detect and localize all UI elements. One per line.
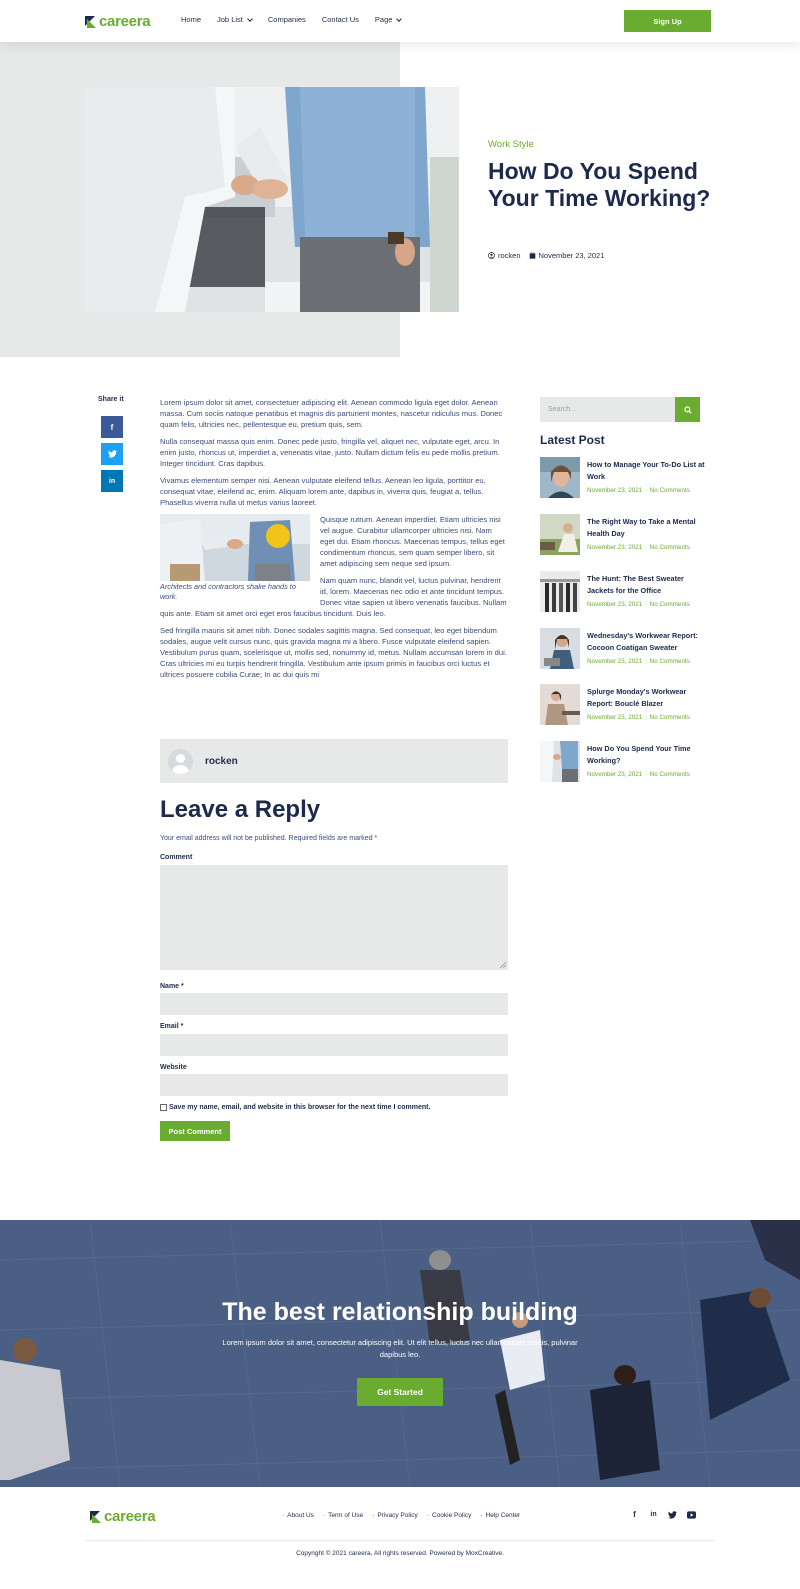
post-item-comments: No Comments [649,487,690,494]
latest-post-title: Latest Post [540,433,605,447]
logo-text: careera [99,13,151,30]
author-box [160,739,508,783]
copyright: Copyright © 2021 careera, All rights reserved. Powered by MoxCreative. [296,1550,504,1557]
reply-title: Leave a Reply [160,796,321,823]
post-item-meta: November 23, 2021 · No Comments [587,714,690,721]
post-item-date: November 23, 2021 [587,544,643,551]
calendar-icon [529,252,536,259]
facebook-icon[interactable]: f [633,1510,636,1519]
share-label: Share it [98,396,124,403]
post-title: How Do You Spend Your Time Working? [488,158,711,211]
nav-label: Page [374,15,393,24]
comment-textarea[interactable] [160,865,508,970]
post-item-comments: No Comments [649,714,690,721]
reply-note: Your email address will not be published. Required fields are marked * [160,835,378,842]
website-label: Website [160,1064,187,1071]
post-item-date: November 23, 2021 [587,714,643,721]
post-thumbnail [540,457,580,498]
latest-post-item[interactable] [540,684,705,726]
figure-image [160,514,310,581]
twitter-icon [108,450,117,458]
nav-label: Job List [217,15,243,24]
footer-link-about-us[interactable]: · About Us [282,1512,314,1519]
nav-label: Contact Us [321,15,359,24]
website-field[interactable] [160,1074,508,1096]
comment-label: Comment [160,854,193,861]
date-text: November 23, 2021 [538,251,605,260]
name-label: Name * [160,983,184,990]
email-field[interactable] [160,1034,508,1056]
article-paragraph: Nam quam nunc, blandit vel, luctus pulvinar, hendrerit id, lorem. Maecenas nec odio et ante tincidunt tempus. Donec vitae sapien ut libero venenatis faucibus. Nullam quis ante. Etiam sit amet orci eget eros faucibus tincidunt. Duis leo. [160,576,507,618]
post-item-meta: November 23, 2021 · No Comments [587,544,690,551]
nav-companies[interactable] [268,15,306,24]
search-icon [684,406,692,414]
facebook-icon: f [110,422,114,432]
post-item-comments: No Comments [649,658,690,665]
post-item-comments: No Comments [649,544,690,551]
post-item-date: November 23, 2021 [587,771,643,778]
latest-post-item[interactable] [540,457,705,499]
nav-label: Companies [267,15,306,24]
post-item-meta: November 23, 2021 · No Comments [587,487,690,494]
save-info-checkbox-row [160,1104,430,1111]
nav-page[interactable] [375,15,402,24]
post-item-title: How to Manage Your To-Do List at Work [587,460,705,481]
post-item-title: Wednesday's Workwear Report: Cocoon Coatigan Sweater [587,631,698,652]
latest-post-item[interactable] [540,571,705,613]
footer-link-cookie-policy[interactable]: · Cookie Policy [427,1512,472,1519]
post-item-comments: No Comments [649,601,690,608]
footer-link-help-center[interactable]: · Help Center [480,1512,520,1519]
post-comment-button[interactable]: Post Comment [160,1121,230,1141]
main-nav [181,15,417,24]
linkedin-icon: in [108,477,116,485]
post-thumbnail [540,514,580,555]
footer-link-privacy-policy[interactable]: · Privacy Policy [372,1512,418,1519]
article-paragraph: Sed fringilla mauris sit amet nibh. Donec sodales sagittis magna. Sed consequat, leo eget bibendum sodales, augue velit cursus nunc, quis gravida magna mi a libero. Fusce vulputate eleifend sapien. Vestibulum purus quam, scelerisque ut, mollis sed, nonummy id, metus. Nullam accumsan lorem in dui. Cras ultricies mi eu turpis hendrerit fringilla. Vestibulum ante ipsum primis in faucibus orci luctus et ultrices posuere cubilia Curae; In ac dui quis mi [160,626,507,679]
share-facebook-button[interactable] [101,416,123,438]
email-label: Email * [160,1023,184,1030]
latest-post-item[interactable] [540,741,705,783]
post-item-meta: November 23, 2021 · No Comments [587,658,690,665]
footer-links [282,1512,529,1519]
save-info-checkbox[interactable] [160,1104,167,1111]
post-author[interactable] [488,251,521,260]
post-date [529,251,605,260]
search-input[interactable]: Search... [540,397,675,422]
post-item-title: The Right Way to Take a Mental Health Day [587,517,696,538]
post-item-title: How Do You Spend Your Time Working? [587,744,691,765]
article-paragraph: Quisque rutrum. Aenean imperdiet. Etiam ultricies nisi vel augue. Curabitur ullamcorper ultricies nisi. Nam eget dui. Etiam rhoncus. Maecenas tempus, tellus eget condimentum rhoncus, sem quam semper libero, sit amet adipiscing sem neque sed ipsum. [320,515,505,568]
post-item-date: November 23, 2021 [587,658,643,665]
chevron-down-icon [247,16,253,22]
article-paragraph: Nulla consequat massa quis enim. Donec pede justo, fringilla vel, aliquet nec, vulputate eget, arcu. In enim justo, rhoncus ut, imperdiet a, venenatis vitae, justo. Nullam dictum felis eu pede mollis pretium. Integer tincidunt. Cras dapibus. [160,437,500,468]
nav-label: Home [181,15,202,24]
logo-mark-icon [90,1511,102,1523]
article-body [160,397,508,686]
footer-link-term-of-use[interactable]: · Term of Use [323,1512,363,1519]
avatar [168,749,193,774]
article-paragraph: Lorem ipsum dolor sit amet, consectetuer adipiscing elit. Aenean commodo ligula eget dolor. Aenean massa. Cum sociis natoque penatibus et magnis dis parturient montes, nascetur ridiculus mus. Donec quam felis, ultricies nec, pellentesque eu, pretium quis, sem. [160,398,503,429]
post-thumbnail [540,571,580,612]
article-figure [160,514,310,602]
hero-image [85,87,459,312]
site-logo[interactable] [85,13,150,30]
article-paragraph: Vivamus elementum semper nisi. Aenean vulputate eleifend tellus. Aenean leo ligula, porttitor eu, consequat vitae, eleifend ac, enim. Aliquam lorem ante, dapibus in, viverra quis, feugiat a, tellus. Phasellus viverra nulla ut metus varius laoreet. [160,476,486,507]
footer-social [630,1510,696,1519]
post-item-title: Splurge Monday's Workwear Report: Bouclé Blazer [587,687,687,708]
post-item-comments: No Comments [649,771,690,778]
post-item-meta: November 23, 2021 · No Comments [587,771,690,778]
latest-post-item[interactable] [540,628,705,670]
post-meta [488,251,604,260]
author-name-text: rocken [498,251,521,260]
latest-post-item[interactable] [540,514,705,556]
footer-logo[interactable] [90,1508,155,1525]
resize-handle-icon[interactable] [500,962,506,968]
site-header [0,0,800,42]
post-item-date: November 23, 2021 [587,601,643,608]
chevron-down-icon [397,16,403,22]
nav-home[interactable] [181,15,201,24]
footer-divider [85,1540,715,1541]
figure-caption: Architects and contractors shake hands to work. [160,582,296,601]
post-thumbnail [540,628,580,669]
post-item-date: November 23, 2021 [587,487,643,494]
user-circle-icon [488,252,495,259]
twitter-icon[interactable] [668,1510,677,1519]
post-thumbnail [540,684,580,725]
post-category[interactable]: Work Style [488,139,534,150]
post-item-title: The Hunt: The Best Sweater Jackets for the Office [587,574,684,595]
cta-title: The best relationship building [222,1298,578,1326]
save-info-label: Save my name, email, and website in this browser for the next time I comment. [169,1104,431,1111]
share-twitter-button[interactable] [101,443,123,465]
get-started-button[interactable]: Get Started [357,1378,443,1406]
post-thumbnail [540,741,580,782]
author-box-name[interactable]: rocken [205,755,238,767]
nav-job-list[interactable] [217,15,252,24]
linkedin-icon[interactable]: in [650,1511,657,1518]
name-field[interactable] [160,993,508,1015]
share-linkedin-button[interactable] [101,470,123,492]
logo-mark-icon [85,16,97,28]
logo-text: careera [104,1508,156,1525]
cta-text: Lorem ipsum dolor sit amet, consectetur adipiscing elit. Ut elit tellus, luctus nec ullamcorper mattis, pulvinar dapibus leo. [222,1338,578,1359]
signup-button[interactable]: Sign Up [624,10,711,32]
search-button[interactable] [675,397,700,422]
post-item-meta: November 23, 2021 · No Comments [587,601,690,608]
nav-contact-us[interactable] [322,15,359,24]
youtube-icon[interactable] [687,1510,696,1519]
